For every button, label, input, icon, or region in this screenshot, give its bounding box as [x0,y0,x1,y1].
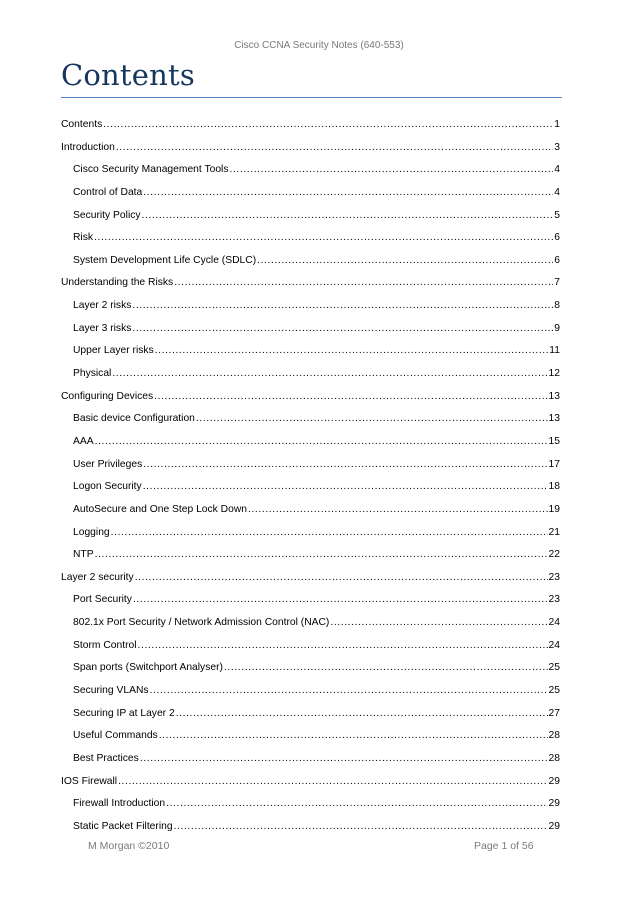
toc-entry-title: AAA [73,435,94,447]
toc-dot-leader [135,571,548,584]
toc-entry-title: Configuring Devices [61,390,154,402]
toc-entry-page: 23 [548,571,560,583]
toc-entry-title: Security Policy [73,209,141,221]
toc-entry[interactable] [73,430,560,448]
toc-entry[interactable] [61,271,560,289]
toc-entry-page: 29 [548,798,560,810]
toc-entry[interactable] [73,611,560,629]
toc-dot-leader [248,503,548,516]
toc-dot-leader [174,276,553,289]
toc-entry-title: AutoSecure and One Step Lock Down [73,503,248,515]
toc-dot-leader [142,209,554,222]
running-header: Cisco CCNA Security Notes (640-553) [234,40,404,51]
toc-dot-leader [155,344,549,357]
toc-entry-title: Introduction [61,141,115,153]
toc-entry[interactable] [73,475,560,493]
toc-dot-leader [112,367,547,380]
toc-entry-page: 24 [548,639,560,651]
toc-entry-page: 5 [554,209,560,221]
toc-entry-title: Logon Security [73,481,142,493]
toc-entry[interactable] [73,498,560,516]
toc-entry[interactable] [73,158,560,176]
toc-entry[interactable] [73,339,560,357]
toc-entry-title: Storm Control [73,639,137,651]
toc-entry-title: NTP [73,549,94,561]
toc-dot-leader [166,797,547,810]
toc-entry-title: Layer 3 risks [73,322,132,334]
toc-entry[interactable] [73,362,560,380]
toc-entry-title: Static Packet Filtering [73,820,173,832]
toc-entry[interactable] [61,113,560,131]
toc-entry[interactable] [73,702,560,720]
toc-entry-title: Layer 2 security [61,571,134,583]
toc-entry[interactable] [73,294,560,312]
toc-dot-leader [176,707,548,720]
toc-entry-title: Securing VLANs [73,685,149,696]
toc-entry-page: 11 [549,345,560,357]
toc-dot-leader [94,231,553,244]
toc-entry-page: 13 [548,413,560,425]
toc-entry[interactable] [73,747,560,765]
toc-entry-page: 4 [554,186,560,198]
toc-entry[interactable] [73,792,560,810]
toc-dot-leader [132,322,553,335]
toc-entry-title: IOS Firewall [61,775,118,787]
toc-entry-page: 23 [548,594,560,606]
toc-entry[interactable] [73,543,560,561]
toc-entry-page: 15 [548,435,560,447]
toc-entry[interactable] [73,634,560,652]
toc-entry[interactable] [73,521,560,539]
toc-entry[interactable] [73,724,560,742]
toc-entry-title: Firewall Introduction [73,798,166,810]
heading-underline [61,97,562,98]
toc-entry[interactable] [73,656,560,674]
toc-entry[interactable] [61,566,560,584]
toc-entry-title: User Privileges [73,458,143,470]
toc-dot-leader [143,186,553,199]
toc-entry-page: 29 [548,820,560,832]
toc-entry-page: 27 [548,707,560,719]
toc-entry-title: Upper Layer risks [73,345,154,357]
toc-dot-leader [174,820,548,833]
toc-entry-page: 28 [548,752,560,764]
footer-author: M Morgan ©2010 [88,840,170,852]
toc-dot-leader [150,684,548,697]
toc-entry-page: 25 [548,685,560,696]
toc-entry-title: System Development Life Cycle (SDLC) [73,254,257,266]
toc-entry-title: Control of Data [73,186,143,198]
toc-entry-page: 25 [548,662,560,674]
toc-entry[interactable] [73,317,560,335]
toc-dot-leader [143,480,548,493]
toc-dot-leader [229,163,553,176]
toc-dot-leader [196,412,548,425]
toc-entry[interactable] [73,588,560,606]
toc-entry-page: 17 [548,458,560,470]
toc-entry-title: Contents [61,119,103,130]
toc-entry[interactable] [73,453,560,471]
toc-entry-page: 9 [554,322,560,334]
toc-dot-leader [159,729,548,742]
toc-entry-page: 24 [548,617,560,629]
toc-entry[interactable] [73,679,560,697]
toc-entry-title: Best Practices [73,752,139,764]
toc-dot-leader [330,616,547,629]
toc-entry-title: 802.1x Port Security / Network Admission Control (NAC) [73,617,330,629]
toc-dot-leader [154,390,547,403]
toc-entry-page: 19 [548,503,560,515]
toc-entry[interactable] [73,815,560,833]
toc-dot-leader [95,548,548,561]
toc-entry[interactable] [73,407,560,425]
toc-entry-page: 12 [548,368,560,380]
toc-entry-page: 1 [554,119,560,130]
toc-entry-title: Cisco Security Management Tools [73,164,229,176]
toc-entry-page: 21 [548,526,560,538]
toc-entry-page: 6 [554,232,560,244]
toc-entry[interactable] [61,136,560,154]
toc-entry-title: Risk [73,232,94,244]
toc-entry[interactable] [61,385,560,403]
toc-entry[interactable] [73,181,560,199]
toc-entry-title: Physical [73,368,112,380]
toc-dot-leader [132,299,553,312]
toc-dot-leader [116,141,553,154]
toc-dot-leader [111,526,548,539]
toc-entry[interactable] [73,204,560,222]
toc-entry-title: Useful Commands [73,730,158,742]
toc-dot-leader [138,639,548,652]
toc-entry-page: 13 [548,390,560,402]
toc-entry[interactable] [73,249,560,267]
toc-dot-leader [103,118,553,131]
toc-heading: Contents [61,58,195,92]
toc-entry-page: 6 [554,254,560,266]
toc-entry-title: Securing IP at Layer 2 [73,707,175,719]
toc-entry-title: Layer 2 risks [73,300,132,312]
toc-entry-page: 29 [548,775,560,787]
toc-dot-leader [140,752,548,765]
toc-dot-leader [224,661,548,674]
toc-entry-page: 8 [554,300,560,312]
toc-dot-leader [133,593,548,606]
toc-dot-leader [143,458,547,471]
toc-entry-page: 18 [548,481,560,493]
toc-entry-title: Basic device Configuration [73,413,195,425]
toc-dot-leader [257,254,553,267]
toc-entry-page: 22 [548,549,560,561]
toc-entry-page: 4 [554,164,560,176]
footer-page-number: Page 1 of 56 [474,840,534,852]
toc-dot-leader [118,775,547,788]
toc-entry-page: 3 [554,141,560,153]
toc-entry-page: 28 [548,730,560,742]
toc-entry-page: 7 [554,277,560,289]
toc-entry-title: Span ports (Switchport Analyser) [73,662,223,674]
toc-entry[interactable] [61,770,560,788]
toc-entry-title: Port Security [73,594,132,606]
toc-entry-title: Logging [73,526,110,538]
toc-entry-title: Understanding the Risks [61,277,174,289]
toc-entry[interactable] [73,226,560,244]
toc-dot-leader [95,435,548,448]
